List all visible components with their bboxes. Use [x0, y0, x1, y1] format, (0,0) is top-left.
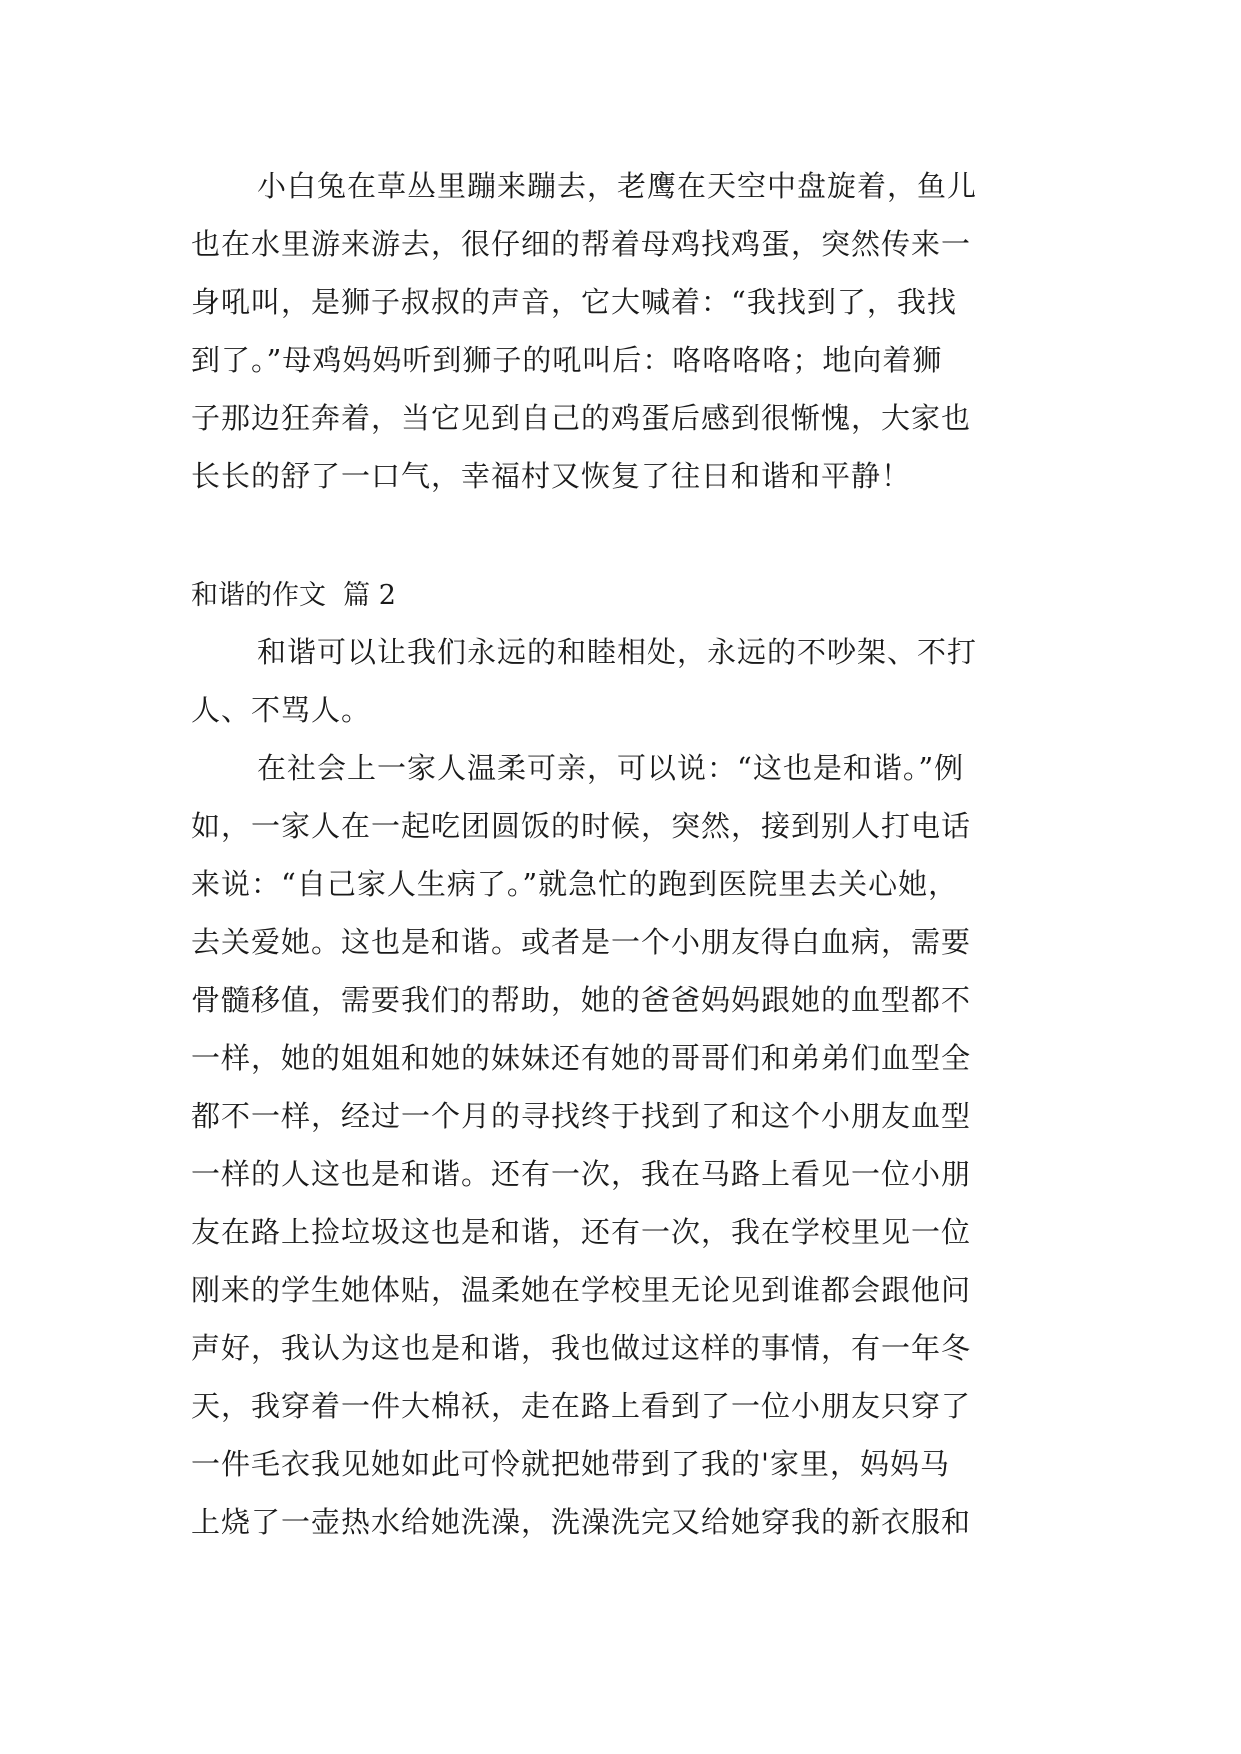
- text-line: 一件毛衣我见她如此可怜就把她带到了我的'家里，妈妈马: [191, 1447, 950, 1481]
- text-line: 上烧了一壶热水给她洗澡，洗澡洗完又给她穿我的新衣服和: [191, 1505, 972, 1539]
- text-line: 小白兔在草丛里蹦来蹦去，老鹰在天空中盘旋着，鱼儿: [257, 169, 978, 203]
- text-line: 声好，我认为这也是和谐，我也做过这样的事情，有一年冬: [191, 1331, 972, 1365]
- text-line: 一样，她的姐姐和她的妹妹还有她的哥哥们和弟弟们血型全: [191, 1041, 972, 1075]
- text-line: 也在水里游来游去，很仔细的帮着母鸡找鸡蛋，突然传来一: [191, 227, 972, 261]
- text-line: 去关爱她。这也是和谐。或者是一个小朋友得白血病，需要: [191, 925, 972, 959]
- section-heading: 和谐的作文 篇 2: [191, 580, 396, 611]
- text-line: 子那边狂奔着，当它见到自己的鸡蛋后感到很惭愧，大家也: [191, 401, 972, 435]
- text-line: 如，一家人在一起吃团圆饭的时候，突然，接到别人打电话: [191, 809, 972, 843]
- text-line: 天，我穿着一件大棉袄，走在路上看到了一位小朋友只穿了: [191, 1389, 972, 1423]
- text-line: 长长的舒了一口气，幸福村又恢复了往日和谐和平静！: [191, 459, 912, 493]
- text-line: 刚来的学生她体贴，温柔她在学校里无论见到谁都会跟他问: [191, 1273, 972, 1307]
- text-line: 身吼叫，是狮子叔叔的声音，它大喊着：“我找到了，我找: [191, 285, 957, 319]
- text-line: 都不一样，经过一个月的寻找终于找到了和这个小朋友血型: [191, 1099, 972, 1133]
- essay-body: [191, 623, 1051, 1551]
- paragraph-story-ending: [191, 157, 1051, 505]
- text-line: 骨髓移值，需要我们的帮助，她的爸爸妈妈跟她的血型都不: [191, 983, 972, 1017]
- text-line: 人、不骂人。: [191, 693, 372, 727]
- text-line: 来说：“自己家人生病了。”就急忙的跑到医院里去关心她，: [191, 867, 959, 901]
- text-line: 到了。”母鸡妈妈听到狮子的吼叫后：咯咯咯咯；地向着狮: [191, 343, 943, 377]
- text-line: 友在路上捡垃圾这也是和谐，还有一次，我在学校里见一位: [191, 1215, 972, 1249]
- text-line: 一样的人这也是和谐。还有一次，我在马路上看见一位小朋: [191, 1157, 972, 1191]
- text-line: 在社会上一家人温柔可亲，可以说：“这也是和谐。”例: [257, 751, 965, 785]
- text-line: 和谐可以让我们永远的和睦相处，永远的不吵架、不打: [257, 635, 978, 669]
